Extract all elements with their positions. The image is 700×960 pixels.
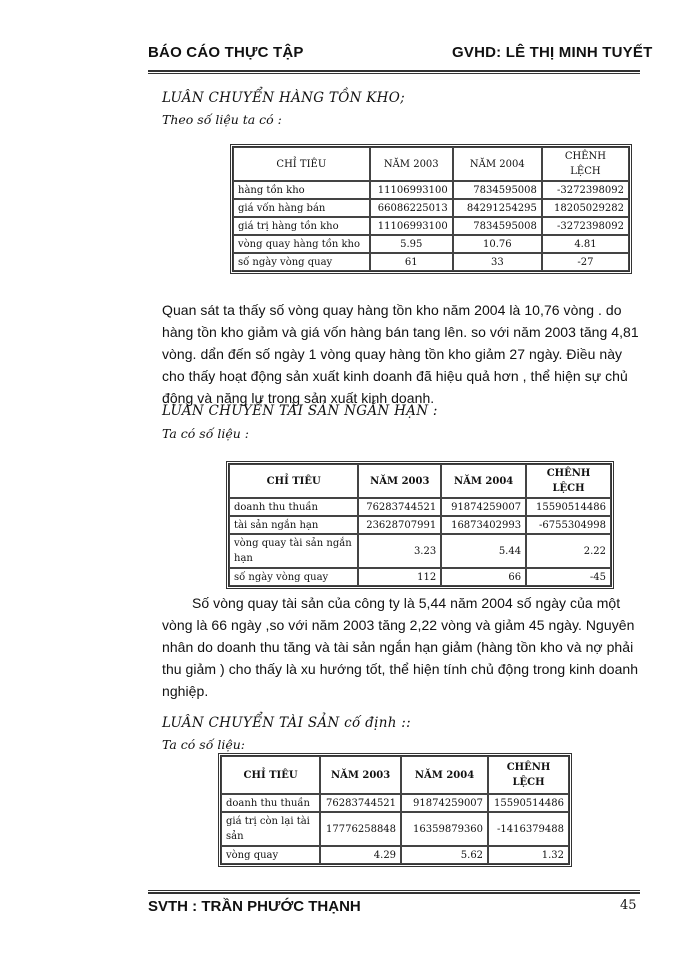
column-header	[488, 756, 569, 794]
section-subheading-fixed-assets: Ta có số liệu:	[162, 737, 245, 752]
table-row	[233, 181, 629, 199]
header-report-title: BÁO CÁO THỰC TẬP	[148, 44, 304, 61]
paragraph-line: nghiệp.	[162, 683, 209, 699]
cell-value: 11106993100	[370, 181, 453, 199]
row-label: số ngày vòng quay	[233, 253, 370, 271]
header-supervisor: GVHD: LÊ THỊ MINH TUYẾT	[452, 44, 653, 61]
cell-value: 23628707991	[358, 516, 441, 534]
section-subheading-short-term-assets: Ta có số liệu :	[162, 426, 249, 441]
cell-value: 7834595008	[453, 181, 542, 199]
column-header	[526, 464, 611, 498]
footer-divider	[148, 890, 640, 894]
row-label: doanh thu thuần	[229, 498, 358, 516]
fixed-assets-table	[218, 753, 572, 867]
paragraph-line: vòng là 66 ngày ,so với năm 2003 tăng 2,22 vòng và giảm 45 ngày. Nguyên	[162, 617, 635, 633]
column-header: CHỈ TIÊU	[229, 464, 358, 498]
cell-value: 17776258848	[320, 812, 401, 846]
column-header-line: CHÊNH	[564, 151, 607, 162]
column-header-line: LỆCH	[552, 483, 585, 494]
cell-value: 3.23	[358, 534, 441, 568]
page-number: 45	[620, 898, 637, 913]
paragraph-line: Quan sát ta thấy số vòng quay hàng tồn kho năm 2004 là 10,76 vòng . do	[162, 302, 622, 318]
row-label: hàng tồn kho	[233, 181, 370, 199]
cell-value: 91874259007	[401, 794, 488, 812]
paragraph-line: Số vòng quay tài sản của công ty là 5,44 năm 2004 số ngày của một	[192, 595, 621, 611]
row-label: vòng quay hàng tồn kho	[233, 235, 370, 253]
table-header-row	[233, 147, 629, 181]
table-row	[229, 534, 611, 568]
section-subheading-inventory: Theo số liệu ta có :	[162, 112, 282, 127]
table-row	[229, 498, 611, 516]
cell-value: 66086225013	[370, 199, 453, 217]
cell-value: -3272398092	[542, 181, 629, 199]
paragraph-line: thu giảm ) cho thấy là xu hướng tốt, thể hiện tính chủ động trong kinh doanh	[162, 661, 639, 677]
cell-value: 7834595008	[453, 217, 542, 235]
cell-value: 61	[370, 253, 453, 271]
cell-value: -27	[542, 253, 629, 271]
row-label-text: vòng quay tài sản ngắn hạn	[234, 538, 352, 564]
cell-value: -3272398092	[542, 217, 629, 235]
table-row	[221, 812, 569, 846]
column-header: NĂM 2003	[370, 147, 453, 181]
paragraph-line: hàng tồn kho giảm và giá vốn hàng bán tang lên. so với năm 2003 tăng 4,81	[162, 324, 639, 340]
cell-value: 91874259007	[441, 498, 526, 516]
paragraph-short-term-assets-analysis	[162, 592, 638, 702]
section-heading-fixed-assets: LUÂN CHUYỂN TÀI SẢN cố định ::	[162, 715, 411, 731]
header-divider	[148, 70, 640, 74]
column-header-line: LỆCH	[512, 777, 545, 788]
row-label: giá trị hàng tồn kho	[233, 217, 370, 235]
table-row	[221, 846, 569, 864]
short-term-assets-table	[226, 461, 614, 589]
row-label: doanh thu thuần	[221, 794, 320, 812]
cell-value: 76283744521	[358, 498, 441, 516]
row-label: giá vốn hàng bán	[233, 199, 370, 217]
row-label	[229, 534, 358, 568]
cell-value: -6755304998	[526, 516, 611, 534]
column-header	[542, 147, 629, 181]
inventory-table	[230, 144, 632, 274]
row-label-text: giá trị còn lại tài sản	[226, 816, 310, 842]
paragraph-line: vòng. dẩn đến số ngày 1 vòng quay hàng tồn kho giảm 27 ngày. Điều này	[162, 346, 623, 362]
column-header: NĂM 2003	[320, 756, 401, 794]
column-header: NĂM 2004	[401, 756, 488, 794]
paragraph-inventory-analysis	[162, 299, 639, 409]
row-label: số ngày vòng quay	[229, 568, 358, 586]
table-row	[233, 199, 629, 217]
table-row	[229, 516, 611, 534]
paragraph-line: cho thấy hoạt động sản xuất kinh doanh đã hiệu quả hơn , thể hiện sự chủ	[162, 368, 628, 384]
cell-value: 76283744521	[320, 794, 401, 812]
cell-value: 4.81	[542, 235, 629, 253]
cell-value: 5.95	[370, 235, 453, 253]
cell-value: -45	[526, 568, 611, 586]
column-header: NĂM 2004	[453, 147, 542, 181]
paragraph-line: nhân do doanh thu tăng và tài sản ngắn hạn giảm (hàng tồn kho và nợ phải	[162, 639, 634, 655]
table-row	[233, 217, 629, 235]
cell-value: -1416379488	[488, 812, 569, 846]
table-header-row	[229, 464, 611, 498]
cell-value: 16359879360	[401, 812, 488, 846]
cell-value: 5.44	[441, 534, 526, 568]
section-heading-inventory: LUÂN CHUYỂN HÀNG TỒN KHO;	[162, 90, 405, 106]
cell-value: 16873402993	[441, 516, 526, 534]
cell-value: 4.29	[320, 846, 401, 864]
row-label: tài sản ngắn hạn	[229, 516, 358, 534]
cell-value: 15590514486	[526, 498, 611, 516]
cell-value: 66	[441, 568, 526, 586]
cell-value: 1.32	[488, 846, 569, 864]
column-header-line: CHÊNH	[546, 468, 591, 479]
paragraph-line: động và năng lự trong sản xuất kinh doanh.	[162, 390, 435, 406]
table-row	[233, 235, 629, 253]
cell-value: 84291254295	[453, 199, 542, 217]
column-header: CHỈ TIÊU	[233, 147, 370, 181]
column-header-line: LỆCH	[570, 166, 601, 177]
column-header: CHỈ TIÊU	[221, 756, 320, 794]
table-header-row	[221, 756, 569, 794]
section-heading-short-term-assets: LUÂN CHUYỂN TÀI SẢN NGẮN HẠN :	[162, 403, 438, 419]
row-label: vòng quay	[221, 846, 320, 864]
cell-value: 2.22	[526, 534, 611, 568]
cell-value: 18205029282	[542, 199, 629, 217]
cell-value: 11106993100	[370, 217, 453, 235]
column-header: NĂM 2004	[441, 464, 526, 498]
table-row	[233, 253, 629, 271]
cell-value: 33	[453, 253, 542, 271]
cell-value: 112	[358, 568, 441, 586]
column-header: NĂM 2003	[358, 464, 441, 498]
column-header-line: CHÊNH	[506, 762, 551, 773]
footer-student-name: SVTH : TRẦN PHƯỚC THẠNH	[148, 898, 361, 915]
table-row	[229, 568, 611, 586]
cell-value: 10.76	[453, 235, 542, 253]
table-row	[221, 794, 569, 812]
cell-value: 5.62	[401, 846, 488, 864]
cell-value: 15590514486	[488, 794, 569, 812]
row-label	[221, 812, 320, 846]
